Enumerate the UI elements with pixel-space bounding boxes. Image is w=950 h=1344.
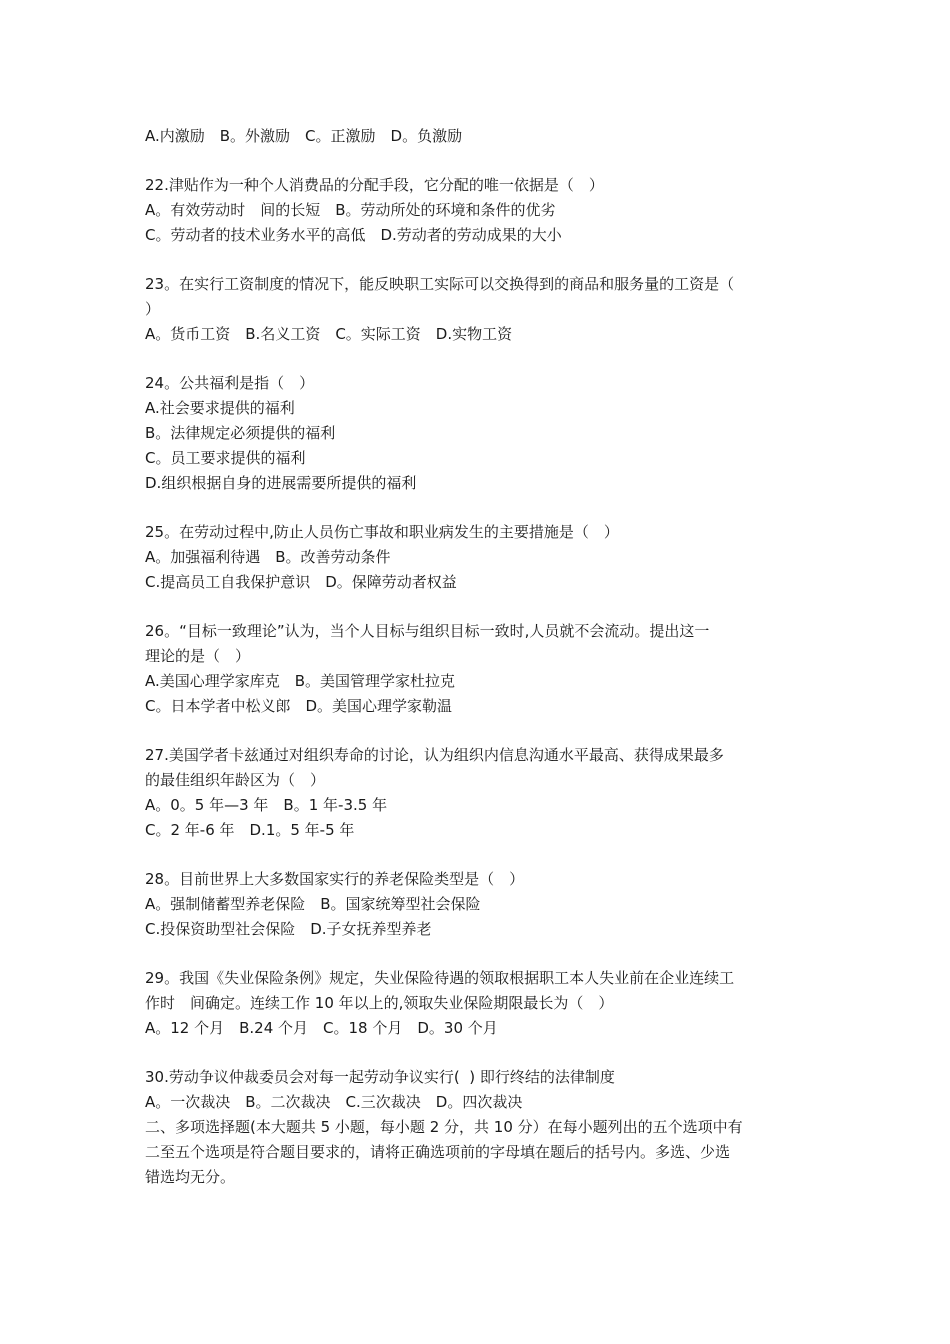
question-stem: 作时 间确定。连续工作 10 年以上的,领取失业保险期限最长为（ ） (145, 994, 614, 1012)
section-heading: 二、多项选择题(本大题共 5 小题，每小题 2 分，共 10 分）在每小题列出的五个选项中有 (145, 1118, 743, 1136)
option-line: A.内激励 B。外激励 C。正激励 D。负激励 (145, 127, 463, 145)
question-stem: 25。在劳动过程中,防止人员伤亡事故和职业病发生的主要措施是（ ） (145, 523, 619, 541)
question-21-options (145, 124, 813, 149)
question-stem: 29。我国《失业保险条例》规定，失业保险待遇的领取根据职工本人失业前在企业连续工 (145, 969, 735, 987)
section-text: 二至五个选项是符合题目要求的，请将正确选项前的字母填在题后的括号内。多选、少选 (145, 1143, 731, 1161)
question-stem: 24。公共福利是指（ ） (145, 374, 315, 392)
option-line: A。强制储蓄型养老保险 B。国家统筹型社会保险 (145, 895, 481, 913)
question-stem: 26。“目标一致理论”认为，当个人目标与组织目标一致时,人员就不会流动。提出这一 (145, 622, 710, 640)
question-stem: 27.美国学者卡兹通过对组织寿命的讨论，认为组织内信息沟通水平最高、获得成果最多 (145, 746, 724, 764)
option-line: C.提高员工自我保护意识 D。保障劳动者权益 (145, 573, 457, 591)
question-23 (145, 272, 813, 347)
question-27 (145, 743, 813, 843)
question-stem: 的最佳组织年龄区为（ ） (145, 771, 326, 789)
option-line: C。员工要求提供的福利 (145, 449, 306, 467)
question-stem: ） (145, 300, 161, 318)
question-28 (145, 867, 813, 942)
option-line: B。法律规定必须提供的福利 (145, 424, 336, 442)
option-line: A.社会要求提供的福利 (145, 399, 295, 417)
question-stem: 理论的是（ ） (145, 647, 251, 665)
question-30 (145, 1065, 813, 1115)
option-line: D.组织根据自身的进展需要所提供的福利 (145, 474, 417, 492)
option-line: A。12 个月 B.24 个月 C。18 个月 D。30 个月 (145, 1019, 498, 1037)
question-stem: 28。目前世界上大多数国家实行的养老保险类型是（ ） (145, 870, 525, 888)
option-line: A。一次裁决 B。二次裁决 C.三次裁决 D。四次裁决 (145, 1093, 523, 1111)
option-line: A。有效劳动时 间的长短 B。劳动所处的环境和条件的优劣 (145, 201, 556, 219)
option-line: A。货币工资 B.名义工资 C。实际工资 D.实物工资 (145, 325, 513, 343)
option-line: C.投保资助型社会保险 D.子女抚养型养老 (145, 920, 432, 938)
question-stem: 30.劳动争议仲裁委员会对每一起劳动争议实行( ) 即行终结的法律制度 (145, 1068, 615, 1086)
option-line: C。劳动者的技术业务水平的高低 D.劳动者的劳动成果的大小 (145, 226, 562, 244)
option-line: A。加强福利待遇 B。改善劳动条件 (145, 548, 391, 566)
document-page (145, 124, 813, 1190)
section-2-instructions (145, 1115, 813, 1190)
question-stem: 23。在实行工资制度的情况下，能反映职工实际可以交换得到的商品和服务量的工资是（ (145, 275, 735, 293)
option-line: C。日本学者中松义郎 D。美国心理学家勒温 (145, 697, 453, 715)
question-24 (145, 371, 813, 496)
question-22 (145, 173, 813, 248)
question-stem: 22.津贴作为一种个人消费品的分配手段，它分配的唯一依据是（ ） (145, 176, 604, 194)
option-line: C。2 年-6 年 D.1。5 年-5 年 (145, 821, 355, 839)
question-26 (145, 619, 813, 719)
section-text: 错选均无分。 (145, 1168, 236, 1186)
option-line: A.美国心理学家库克 B。美国管理学家杜拉克 (145, 672, 456, 690)
option-line: A。0。5 年—3 年 B。1 年-3.5 年 (145, 796, 388, 814)
question-29 (145, 966, 813, 1041)
question-25 (145, 520, 813, 595)
